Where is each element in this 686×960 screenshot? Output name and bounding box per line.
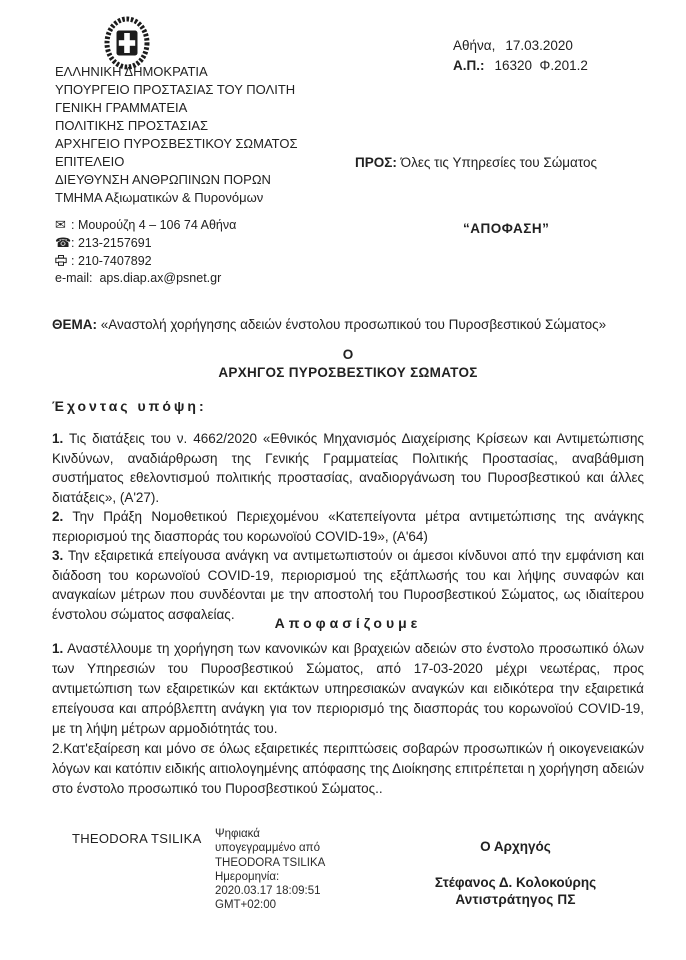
subject-text: «Αναστολή χορήγησης αδειών ένστολου προσωπικού του Πυροσβεστικού Σώματος»: [100, 317, 607, 332]
letterhead-line: ΥΠΟΥΡΓΕΙΟ ΠΡΟΣΤΑΣΙΑΣ ΤΟΥ ΠΟΛΙΤΗ: [55, 82, 296, 97]
letterhead-line: ΕΛΛΗΝΙΚΗ ΔΗΜΟΚΡΑΤΙΑ: [55, 64, 208, 79]
preamble-item: [52, 546, 644, 624]
item-number: 2.: [52, 741, 64, 756]
letterhead-line: ΕΠΙΤΕΛΕΙΟ: [55, 154, 125, 169]
subject-label: ΘΕΜΑ:: [52, 317, 97, 332]
stamp-line: Ψηφιακά: [215, 828, 260, 840]
digital-signature-name: THEODORA TSILIKA: [72, 831, 202, 846]
digital-signature-stamp: [215, 827, 325, 913]
chief-rank: Αντιστράτηγος ΠΣ: [455, 892, 576, 907]
item-number: 1.: [52, 431, 64, 446]
issuer-title: ΑΡΧΗΓΟΣ ΠΥΡΟΣΒΕΣΤΙΚΟΥ ΣΩΜΑΤΟΣ: [218, 365, 478, 380]
contact-address-line: [55, 216, 236, 234]
contact-fax-line: [55, 252, 236, 270]
chief-name: Στέφανος Δ. Κολοκούρης: [434, 875, 597, 890]
protocol-value: 16320 Φ.201.2: [494, 58, 588, 73]
letterhead-line: ΔΙΕΥΘΥΝΣΗ ΑΝΘΡΩΠΙΝΩΝ ΠΟΡΩΝ: [55, 172, 271, 187]
letterhead-line: ΠΟΛΙΤΙΚΗΣ ΠΡΟΣΤΑΣΙΑΣ: [55, 118, 209, 133]
phone-icon: ☎: [55, 235, 72, 250]
stamp-line: GMT+02:00: [215, 899, 277, 912]
contact-block: [55, 216, 236, 287]
letterhead-line: ΓΕΝΙΚΗ ΓΡΑΜΜΑΤΕΙΑ: [55, 100, 188, 115]
item-number: 2.: [52, 509, 64, 524]
phone-number: : 213-2157691: [71, 236, 152, 250]
recipient-line: [355, 155, 597, 170]
recipient-value: Όλες τις Υπηρεσίες του Σώματος: [400, 155, 597, 170]
item-text: Αναστέλλουμε τη χορήγηση των κανονικών και βραχειών αδειών στο ένστολο προσωπικό όλων των Υπηρεσιών του Πυροσβεστικού Σώματος, από 17-03-2020 μέχρι νεωτέρας, προς αντιμετώπιση των εξαιρετικών και εκτάκτων υπηρεσιακών αναγκών και ειδικότερα την εξαιρετικά επείγουσα και απρόβλεπτη ανάγκη για τον περιορισμό της διασποράς του κορωνοϊού COVID-19, με τη λήψη μέτρων αρμοδιότητάς του.: [52, 641, 644, 736]
protocol-label: Α.Π.:: [453, 58, 485, 73]
item-text: Την εξαιρετικά επείγουσα ανάγκη να αντιμετωπιστούν οι άμεσοι κίνδυνοι από την εμφάνιση και διάδοση του κορωνοϊού COVID-19, περιορισμού της εξάπλωσής του και λήψης συναφών και αναγκαίων μέτρων που συνδέονται με την αποστολή του Πυροσβεστικού Σώματος, ως ιδιαίτερου ένστολου σώματος ασφαλείας.: [52, 548, 644, 622]
decision-quote-heading: “ΑΠΟΦΑΣΗ”: [463, 221, 550, 236]
preamble-item: [52, 429, 644, 507]
letterhead-line: ΑΡΧΗΓΕΙΟ ΠΥΡΟΣΒΕΣΤΙΚΟΥ ΣΩΜΑΤΟΣ: [55, 136, 298, 151]
stamp-line: THEODORA TSILIKA: [215, 856, 326, 869]
preamble-heading: Έχοντας υπόψη:: [52, 398, 207, 414]
email-address: aps.diap.ax@psnet.gr: [99, 271, 222, 285]
stamp-line: 2020.03.17 18:09:51: [215, 885, 321, 898]
date-protocol-block: [453, 36, 588, 76]
address-text: : Μουρούζη 4 – 106 74 Αθήνα: [71, 218, 237, 232]
preamble-list: [52, 429, 644, 624]
date-city: Αθήνα,: [453, 38, 496, 53]
issuer-article: Ο: [342, 347, 354, 362]
protocol-line: [453, 56, 588, 76]
operative-item: [52, 739, 644, 799]
preamble-item: [52, 507, 644, 546]
chief-signoff-title: Ο Αρχηγός: [480, 839, 551, 854]
email-label: e-mail:: [55, 271, 93, 285]
item-number: 3.: [52, 548, 64, 563]
greek-coat-of-arms-icon: [103, 16, 151, 70]
envelope-icon: ✉: [55, 217, 66, 232]
item-text: Κατ'εξαίρεση και μόνο σε όλως εξαιρετικές περιπτώσεις σοβαρών προσωπικών ή οικογενειακών λόγων και κατόπιν ειδικής αιτιολογημένης απόφασης της Διοίκησης επιτρέπεται η χορήγηση αδειών στο ένστολο προσωπικό του Πυροσβεστικού Σώματος..: [52, 741, 644, 796]
date-line: [453, 36, 588, 56]
recipient-label: ΠΡΟΣ:: [355, 155, 397, 170]
fax-number: : 210-7407892: [71, 254, 152, 268]
item-number: 1.: [52, 641, 64, 656]
stamp-line: υπογεγραμμένο από: [215, 842, 320, 855]
operative-list: [52, 639, 644, 799]
item-text: Τις διατάξεις του ν. 4662/2020 «Εθνικός Μηχανισμός Διαχείρισης Κρίσεων και Αντιμετώπισης Κινδύνων, αναδιάρθρωση της Γενικής Γραμματείας Πολιτικής Προστασίας, αναβάθμιση συστήματος εθελοντισμού πολιτικής προστασίας, αναδιοργάνωση του Πυροσβεστικού και άλλες διατάξεις», (Α'27).: [52, 431, 644, 505]
date-value: 17.03.2020: [505, 38, 573, 53]
item-text: Την Πράξη Νομοθετικού Περιεχομένου «Κατεπείγοντα μέτρα αντιμετώπισης της ανάγκης περιορισμού της διασποράς του κορωνοϊού COVID-19», (Α'64): [52, 509, 645, 544]
contact-phone-line: [55, 234, 236, 252]
stamp-line: Ημερομηνία:: [215, 870, 280, 883]
fax-icon: [55, 252, 71, 269]
operative-heading: Αποφασίζουμε: [274, 615, 422, 631]
letterhead-line: ΤΜΗΜΑ Αξιωματικών & Πυρονόμων: [55, 190, 264, 205]
subject-line: [52, 315, 652, 334]
letterhead: [55, 63, 298, 207]
contact-email-line: [55, 270, 236, 287]
operative-item: [52, 639, 644, 739]
chief-signoff-block: [408, 839, 623, 907]
